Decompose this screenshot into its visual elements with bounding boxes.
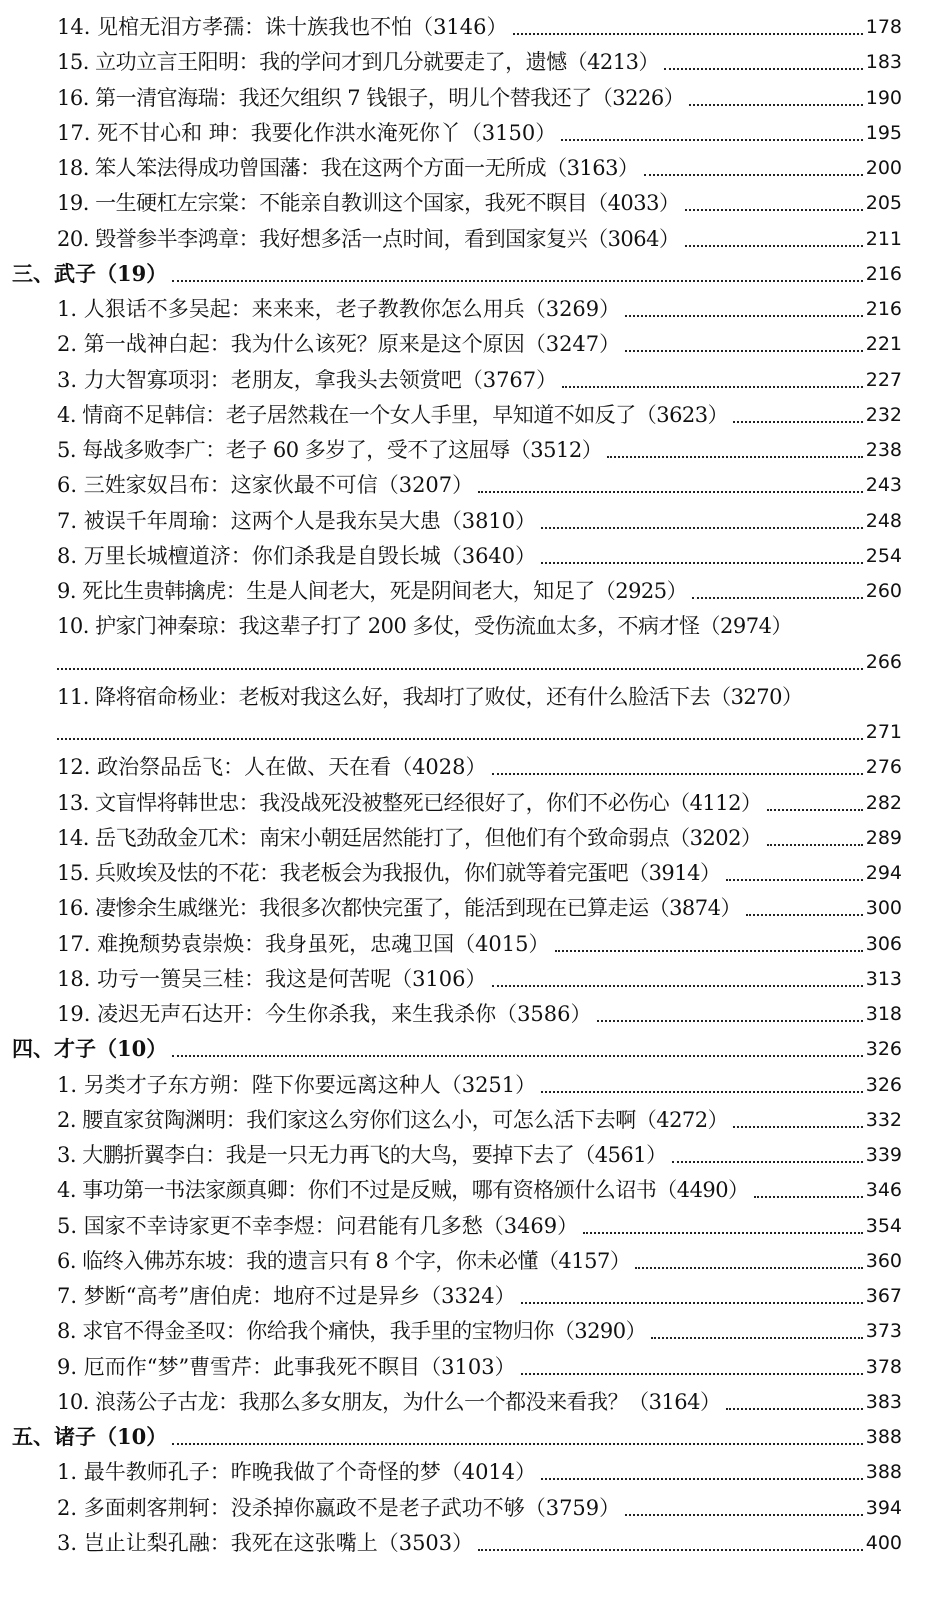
page-number: 232	[865, 403, 902, 426]
toc-entry-row[interactable]	[57, 1485, 902, 1521]
section-title: 三、武子（19）	[12, 260, 168, 286]
toc-entry-row[interactable]	[57, 498, 902, 534]
toc-entry-row[interactable]	[57, 639, 902, 675]
entry-title: 9. 厄而作“梦”曹雪芹：此事我死不瞑目（3103）	[57, 1354, 516, 1379]
page-number: 378	[865, 1355, 902, 1378]
page-number: 289	[865, 826, 902, 849]
dot-leader	[767, 844, 863, 846]
toc-entry-row[interactable]	[57, 850, 902, 886]
toc-entry-row[interactable]	[57, 815, 902, 851]
toc-entry-row[interactable]	[57, 286, 902, 322]
toc-entry-row[interactable]	[57, 956, 902, 992]
page-number: 211	[865, 227, 902, 250]
dot-leader	[726, 879, 863, 881]
entry-title: 3. 力大智寡项羽：老朋友，拿我头去领赏吧（3767）	[57, 367, 558, 392]
toc-entry-row[interactable]	[57, 1308, 902, 1344]
dot-leader	[57, 738, 863, 740]
dot-leader	[541, 1478, 863, 1480]
entry-title: 1. 最牛教师孔子：昨晚我做了个奇怪的梦（4014）	[57, 1460, 537, 1485]
entry-title: 4. 情商不足韩信：老子居然栽在一个女人手里，早知道不如反了（3623）	[57, 402, 729, 427]
dot-leader	[664, 68, 863, 70]
entry-title: 10. 护家门神秦琼：我这辈子打了 200 多仗，受伤流血太多，不病才怪（2974）	[57, 614, 792, 639]
toc-entry-row[interactable]	[57, 744, 902, 780]
page-number: 388	[865, 1461, 902, 1484]
page-number: 367	[865, 1285, 902, 1307]
section-title: 四、才子（10）	[12, 1036, 168, 1062]
dot-leader	[513, 33, 863, 35]
entry-title: 17. 难挽颓势袁崇焕：我身虽死，忠魂卫国（4015）	[57, 931, 550, 956]
entry-title: 12. 政治祭品岳飞：人在做、天在看（4028）	[57, 755, 487, 780]
page-number: 346	[865, 1179, 902, 1202]
toc-entry-row[interactable]	[57, 1273, 902, 1309]
page-number: 306	[865, 932, 902, 955]
dot-leader	[478, 491, 863, 493]
toc-entry-row[interactable]	[57, 39, 902, 75]
dot-leader	[555, 950, 863, 952]
page-number: 205	[865, 192, 902, 215]
toc-entry-row[interactable]	[57, 180, 902, 216]
toc-entry-row[interactable]	[57, 462, 902, 498]
page-number: 339	[865, 1144, 902, 1166]
toc-entry-row[interactable]	[57, 885, 902, 921]
page-number: 271	[865, 721, 902, 743]
page-number: 227	[865, 368, 902, 391]
dot-leader	[726, 1408, 863, 1410]
toc-entry-row[interactable]	[57, 357, 902, 393]
toc-entry-row[interactable]	[57, 1062, 902, 1098]
page-number: 326	[865, 1038, 902, 1061]
entry-title: 14. 见棺无泪方孝孺：诛十族我也不怕（3146）	[57, 15, 508, 39]
dot-leader	[607, 456, 863, 458]
entry-title: 8. 求官不得金圣叹：你给我个痛快，我手里的宝物归你（3290）	[57, 1319, 647, 1344]
dot-leader	[746, 914, 863, 916]
entry-title: 18. 功亏一篑吴三桂：我这是何苦呢（3106）	[57, 966, 487, 991]
page-number: 216	[865, 262, 902, 285]
entry-title: 15. 兵败埃及怯的不花：我老板会为我报仇，你们就等着完蛋吧（3914）	[57, 861, 721, 885]
toc-section-row[interactable]	[12, 1414, 902, 1450]
entry-title: 19. 一生硬杠左宗棠：不能亲自教训这个国家，我死不瞑目（4033）	[57, 191, 680, 216]
toc-entry-row[interactable]	[57, 110, 902, 146]
entry-title: 16. 凄惨余生戚继光：我很多次都快完蛋了，能活到现在已算走运（3874）	[57, 896, 742, 921]
toc-entry-row[interactable]	[57, 392, 902, 428]
page-number: 313	[865, 967, 902, 990]
toc-entry-row[interactable]	[57, 1203, 902, 1239]
dot-leader	[597, 1020, 863, 1022]
page-number: 195	[865, 121, 902, 144]
page-number: 394	[865, 1496, 902, 1519]
page-number: 260	[865, 580, 902, 602]
toc-entry-row[interactable]	[57, 709, 902, 745]
dot-leader	[541, 1091, 863, 1093]
toc-entry-row[interactable]	[57, 1238, 902, 1274]
page-number: 294	[865, 862, 902, 884]
toc-entry-row[interactable]	[57, 1167, 902, 1203]
toc-entry-row[interactable]	[57, 533, 902, 569]
toc-entry-row[interactable]	[57, 780, 902, 816]
entry-title: 1. 另类才子东方朔：陛下你要远离这种人（3251）	[57, 1072, 537, 1097]
entry-title: 6. 三姓家奴吕布：这家伙最不可信（3207）	[57, 473, 474, 498]
page-number: 254	[865, 544, 902, 567]
dot-leader	[644, 174, 863, 176]
toc-entry-row[interactable]	[57, 1132, 902, 1168]
entry-title: 16. 第一清官海瑞：我还欠组织 7 钱银子，明儿个替我还了（3226）	[57, 85, 685, 110]
dot-leader	[625, 350, 863, 352]
page-number: 178	[865, 16, 902, 38]
toc-entry-row[interactable]	[57, 674, 902, 710]
toc-entry-row[interactable]	[57, 145, 902, 181]
dot-leader	[521, 1302, 863, 1304]
entry-title: 5. 每战多败李广：老子 60 多岁了，受不了这屈辱（3512）	[57, 438, 603, 462]
page-number: 183	[865, 51, 902, 74]
page-number: 400	[865, 1531, 902, 1554]
toc-entry-row[interactable]	[57, 75, 902, 111]
toc-entry-row[interactable]	[57, 991, 902, 1027]
page-number: 354	[865, 1214, 902, 1237]
toc-entry-row[interactable]	[57, 1379, 902, 1415]
dot-leader	[172, 1443, 863, 1445]
dot-leader	[672, 1161, 863, 1163]
dot-leader	[478, 1549, 863, 1551]
dot-leader	[651, 1337, 863, 1339]
page-number: 383	[865, 1390, 902, 1413]
toc-entry-row[interactable]	[57, 921, 902, 957]
toc-entry-row[interactable]	[57, 568, 902, 604]
page-number: 200	[865, 157, 902, 179]
dot-leader	[521, 1373, 863, 1375]
dot-leader	[172, 280, 863, 282]
dot-leader	[685, 245, 863, 247]
entry-title: 3. 大鹏折翼李白：我是一只无力再飞的大鸟，要掉下去了（4561）	[57, 1143, 667, 1167]
page-number: 221	[865, 333, 902, 356]
dot-leader	[583, 1232, 863, 1234]
toc-section-row[interactable]	[12, 1026, 902, 1062]
page-number: 276	[865, 756, 902, 779]
toc-section-row[interactable]	[12, 251, 902, 287]
page-number: 388	[865, 1426, 902, 1448]
dot-leader	[767, 809, 863, 811]
page-number: 326	[865, 1073, 902, 1096]
dot-leader	[625, 1514, 863, 1516]
toc-entry-row[interactable]	[57, 321, 902, 357]
entry-title: 6. 临终入佛苏东坡：我的遗言只有 8 个字，你未必懂（4157）	[57, 1248, 631, 1273]
toc-entry-row[interactable]	[57, 1520, 902, 1556]
dot-leader	[689, 104, 863, 106]
page-number: 216	[865, 298, 902, 320]
entry-title: 17. 死不甘心和 珅：我要化作洪水淹死你丫（3150）	[57, 120, 557, 145]
toc-entry-row[interactable]	[57, 216, 902, 252]
dot-leader	[685, 209, 863, 211]
page-number: 190	[865, 86, 902, 109]
dot-leader	[733, 421, 863, 423]
toc-entry-row[interactable]	[57, 427, 902, 463]
dot-leader	[625, 315, 863, 317]
entry-title: 13. 文盲悍将韩世忠：我没战死没被整死已经很好了，你们不必伤心（4112）	[57, 790, 762, 815]
toc-entry-row[interactable]	[57, 1449, 902, 1485]
entry-title: 2. 多面刺客荆轲：没杀掉你嬴政不是老子武功不够（3759）	[57, 1495, 621, 1520]
dot-leader	[561, 139, 863, 141]
page-number: 300	[865, 897, 902, 920]
entry-title: 20. 毁誉参半李鸿章：我好想多活一点时间，看到国家复兴（3064）	[57, 226, 680, 251]
entry-title: 18. 笨人笨法得成功曾国藩：我在这两个方面一无所成（3163）	[57, 156, 639, 180]
entry-title: 7. 被误千年周瑜：这两个人是我东吴大患（3810）	[57, 508, 537, 533]
entry-title: 5. 国家不幸诗家更不幸李煜：问君能有几多愁（3469）	[57, 1213, 579, 1238]
dot-leader	[692, 597, 863, 599]
entry-title: 7. 梦断“高考”唐伯虎：地府不过是异乡（3324）	[57, 1284, 516, 1308]
page-number: 360	[865, 1249, 902, 1272]
page-number: 282	[865, 791, 902, 814]
page-number: 373	[865, 1320, 902, 1343]
section-title: 五、诸子（10）	[12, 1424, 168, 1449]
page-number: 266	[865, 650, 902, 673]
dot-leader	[733, 1126, 863, 1128]
page-number: 318	[865, 1003, 902, 1025]
dot-leader	[541, 527, 863, 529]
entry-title: 1. 人狠话不多吴起：来来来，老子教教你怎么用兵（3269）	[57, 297, 621, 321]
entry-title: 14. 岳飞劲敌金兀术：南宋小朝廷居然能打了，但他们有个致命弱点（3202）	[57, 825, 762, 850]
page-number: 238	[865, 439, 902, 461]
dot-leader	[57, 668, 863, 670]
entry-title: 3. 岂止让梨孔融：我死在这张嘴上（3503）	[57, 1530, 474, 1555]
entry-title: 15. 立功立言王阳明：我的学问才到几分就要走了，遗憾（4213）	[57, 50, 660, 75]
entry-title: 9. 死比生贵韩擒虎：生是人间老大，死是阴间老大，知足了（2925）	[57, 579, 688, 603]
page-number: 243	[865, 474, 902, 497]
dot-leader	[492, 773, 863, 775]
page-number: 248	[865, 509, 902, 532]
entry-title: 2. 第一战神白起：我为什么该死？原来是这个原因（3247）	[57, 332, 621, 357]
entry-title: 19. 凌迟无声石达开：今生你杀我，来生我杀你（3586）	[57, 1002, 592, 1026]
dot-leader	[172, 1055, 863, 1057]
entry-title: 4. 事功第一书法家颜真卿：你们不过是反贼，哪有资格颁什么诏书（4490）	[57, 1178, 749, 1203]
entry-title: 10. 浪荡公子古龙：我那么多女朋友，为什么一个都没来看我？（3164）	[57, 1389, 721, 1414]
dot-leader	[754, 1196, 863, 1198]
toc-entry-row[interactable]	[57, 603, 902, 639]
toc-entry-row[interactable]	[57, 1097, 902, 1133]
entry-title: 2. 腰直家贫陶渊明：我们家这么穷你们这么小，可怎么活下去啊（4272）	[57, 1107, 729, 1132]
dot-leader	[635, 1267, 862, 1269]
page-number: 332	[865, 1108, 902, 1131]
toc-entry-row[interactable]	[57, 1344, 902, 1380]
entry-title: 8. 万里长城檀道济：你们杀我是自毁长城（3640）	[57, 543, 537, 568]
entry-title: 11. 降将宿命杨业：老板对我这么好，我却打了败仗，还有什么脸活下去（3270）	[57, 684, 803, 709]
dot-leader	[562, 386, 863, 388]
dot-leader	[541, 562, 863, 564]
dot-leader	[492, 985, 863, 987]
toc-entry-row[interactable]	[57, 4, 902, 40]
